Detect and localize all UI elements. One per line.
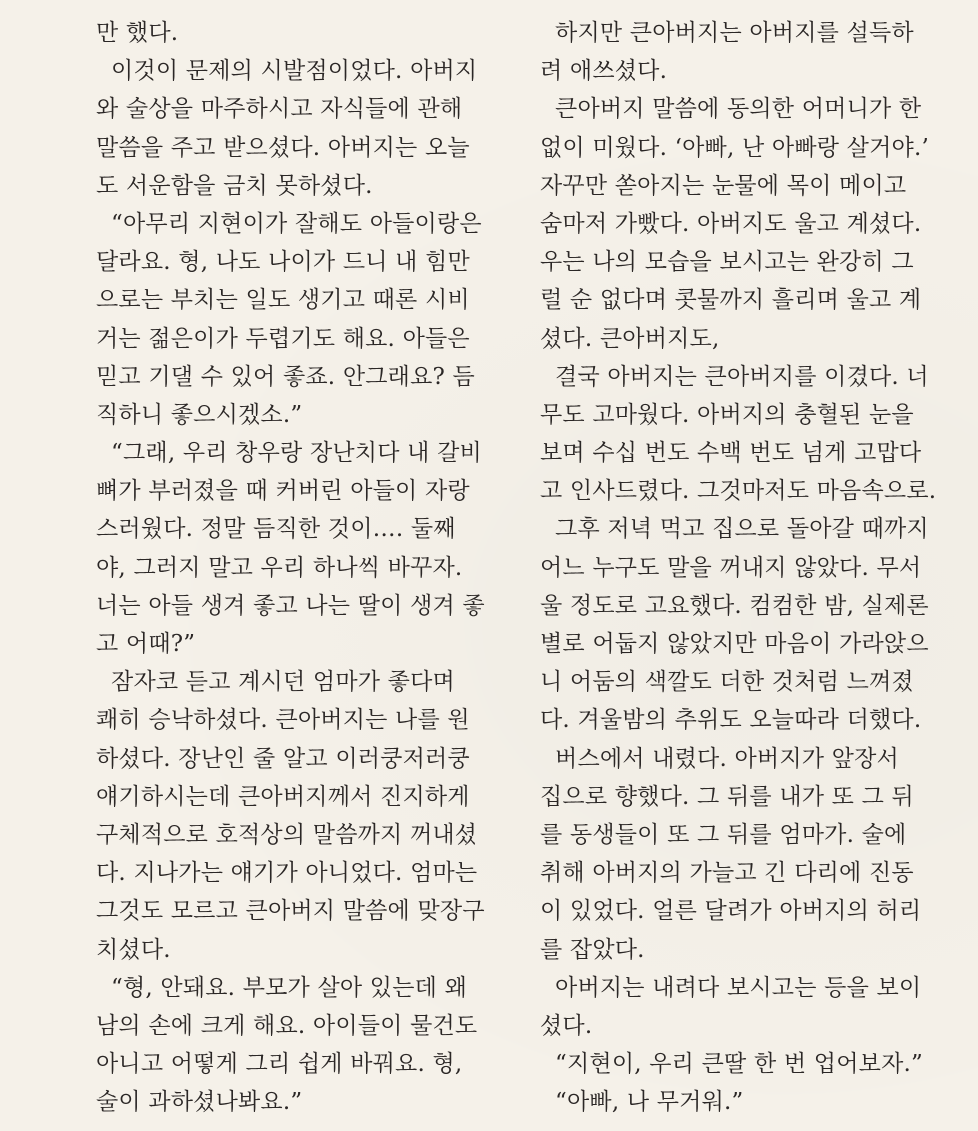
text-line: 너는 아들 생겨 좋고 나는 딸이 생겨 좋: [96, 592, 485, 619]
text-line: “그래, 우리 창우랑 장난치다 내 갈비: [96, 440, 482, 467]
text-line: 그것도 모르고 큰아버지 말씀에 맞장구: [96, 898, 485, 925]
text-line: 니 어둠의 색깔도 더한 것처럼 느껴졌: [540, 669, 914, 696]
text-line: “지현이, 우리 큰딸 한 번 업어보자.”: [540, 1051, 923, 1078]
text-line: 도 서운함을 금치 못하셨다.: [96, 172, 373, 199]
text-line: 어느 누구도 말을 꺼내지 않았다. 무서: [540, 554, 922, 581]
text-line: 구체적으로 호적상의 말씀까지 꺼내셨: [96, 821, 478, 848]
text-line: 스러웠다. 정말 듬직한 것이…. 둘째: [96, 516, 456, 543]
text-line: 다. 겨울밤의 추위도 오늘따라 더했다.: [540, 707, 922, 734]
text-line: 와 술상을 마주하시고 자식들에 관해: [96, 96, 463, 123]
text-line: 보며 수십 번도 수백 번도 넘게 고맙다: [540, 440, 922, 467]
text-line: 자꾸만 쏟아지는 눈물에 목이 메이고: [540, 172, 907, 199]
text-line: 럴 순 없다며 콧물까지 흘리며 울고 계: [540, 287, 922, 314]
text-line: 를 잡았다.: [540, 936, 645, 963]
text-line: 아버지는 내려다 보시고는 등을 보이: [540, 974, 922, 1001]
text-line: “아무리 지현이가 잘해도 아들이랑은: [96, 210, 482, 237]
text-line: 이것이 문제의 시발점이었다. 아버지: [96, 58, 478, 85]
text-line: 버스에서 내렸다. 아버지가 앞장서: [540, 745, 899, 772]
text-line: 이 있었다. 얼른 달려가 아버지의 허리: [540, 898, 922, 925]
text-line: 다. 지나가는 얘기가 아니었다. 엄마는: [96, 860, 478, 887]
text-line: 울 정도로 고요했다. 컴컴한 밤, 실제론: [540, 592, 929, 619]
text-line: 려 애쓰셨다.: [540, 58, 668, 85]
text-line: 하지만 큰아버지는 아버지를 설득하: [540, 20, 914, 46]
text-line: 아니고 어떻게 그리 쉽게 바꿔요. 형,: [96, 1051, 463, 1078]
text-line: 셨다.: [540, 1012, 593, 1039]
text-line: 거는 젊은이가 두렵기도 해요. 아들은: [96, 325, 470, 352]
text-line: 만 했다.: [96, 20, 179, 46]
text-line: 잠자코 듣고 계시던 엄마가 좋다며: [96, 669, 455, 696]
text-line: 고 어때?”: [96, 631, 196, 657]
text-line: 치셨다.: [96, 936, 171, 963]
text-line: 숨마저 가빴다. 아버지도 울고 계셨다.: [540, 210, 922, 237]
text-line: 큰아버지 말씀에 동의한 어머니가 한: [540, 96, 922, 123]
text-line: 그후 저녁 먹고 집으로 돌아갈 때까지: [540, 516, 929, 543]
text-line: “형, 안돼요. 부모가 살아 있는데 왜: [96, 974, 467, 1001]
text-line: 뼈가 부러졌을 때 커버린 아들이 자랑: [96, 478, 470, 505]
right-text-column: [540, 14, 937, 1121]
text-line: 결국 아버지는 큰아버지를 이겼다. 너: [540, 363, 929, 390]
text-line: 별로 어둡지 않았지만 마음이 가라앉으: [540, 631, 929, 657]
text-line: 얘기하시는데 큰아버지께서 진지하게: [96, 783, 470, 810]
text-line: 직하니 좋으시겠소.”: [96, 401, 303, 428]
text-line: 말씀을 주고 받으셨다. 아버지는 오늘: [96, 134, 470, 161]
text-line: 믿고 기댈 수 있어 좋죠. 안그래요? 듬: [96, 363, 475, 390]
text-line: 하셨다. 장난인 줄 알고 이러쿵저러쿵: [96, 745, 470, 772]
text-line: 우는 나의 모습을 보시고는 완강히 그: [540, 249, 914, 276]
text-line: 셨다. 큰아버지도,: [540, 325, 720, 352]
left-text-column: [96, 14, 485, 1121]
text-line: “아빠, 나 무거워.”: [540, 1089, 744, 1116]
text-line: 술이 과하셨나봐요.”: [96, 1089, 303, 1116]
text-line: 집으로 향했다. 그 뒤를 내가 또 그 뒤: [540, 783, 914, 810]
text-line: 달라요. 형, 나도 나이가 드니 내 힘만: [96, 249, 470, 276]
text-line: 무도 고마웠다. 아버지의 충혈된 눈을: [540, 401, 914, 428]
text-line: 를 동생들이 또 그 뒤를 엄마가. 술에: [540, 821, 907, 848]
text-line: 고 인사드렸다. 그것마저도 마음속으로.: [540, 478, 937, 505]
text-line: 으로는 부치는 일도 생기고 때론 시비: [96, 287, 470, 314]
text-line: 야, 그러지 말고 우리 하나씩 바꾸자.: [96, 554, 463, 581]
text-line: 남의 손에 크게 해요. 아이들이 물건도: [96, 1012, 478, 1039]
text-line: 취해 아버지의 가늘고 긴 다리에 진동: [540, 860, 914, 887]
text-line: 없이 미웠다. ‘아빠, 난 아빠랑 살거야.’: [540, 134, 929, 161]
text-line: 쾌히 승낙하셨다. 큰아버지는 나를 원: [96, 707, 470, 734]
